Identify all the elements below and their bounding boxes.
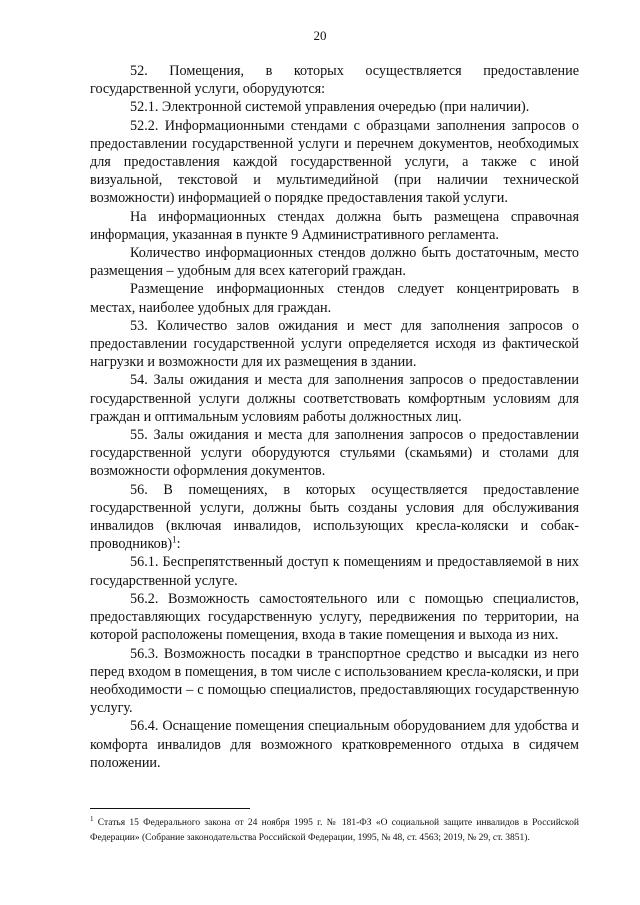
paragraph-53: 53. Количество залов ожидания и мест для заполнения запросов о предоставлении государственной услуги определяется исходя из фактической нагрузки и возможности для их размещения в здании. — [90, 317, 579, 371]
paragraph-52: 52. Помещения, в которых осуществляется предоставление государственной услуги, оборудуются: — [90, 63, 579, 98]
footnote-text: Статья 15 Федерального закона от 24 ноября 1995 г. № 181-ФЗ «О социальной защите инвалидов в Российской Федерации» (Собрание законодательства Российской Федерации, 1995, № 48, ст. 4563; 2019, № 29, ст. 3851). — [90, 818, 579, 843]
paragraph-56-4: 56.4. Оснащение помещения специальным оборудованием для удобства и комфорта инвалидов для возможного кратковременного отдыха в сидячем положении. — [90, 718, 579, 771]
paragraph-56-text: 56. В помещениях, в которых осуществляется предоставление государственной услуги, должны быть созданы условия для обслуживания инвалидов (включая инвалидов, использующих кресла-коляски и собак-проводников) — [90, 481, 579, 553]
footnote-divider — [90, 808, 250, 809]
paragraph-stands-info: На информационных стендах должна быть размещена справочная информация, указанная в пункте 9 Административного регламента. — [90, 208, 579, 243]
paragraph-56-colon: : — [176, 536, 181, 553]
paragraph-52-2: 52.2. Информационными стендами с образцами заполнения запросов о предоставлении государственной услуги и перечнем документов, необходимых для предоставления каждой государственной услуги, а также с иной визуальной, текстовой и мультимедийной (при наличии технической возможности) информацией о порядке предоставления такой услуги. — [90, 117, 579, 207]
footnote-reference[interactable]: 1 — [172, 534, 177, 545]
paragraph-55: 55. Залы ожидания и места для заполнения запросов о предоставлении государственной услуги оборудуются стульями (скамьями) и столами для возможности оформления документов. — [90, 427, 579, 480]
paragraph-stands-count: Количество информационных стендов должно быть достаточным, место размещения – удобным для всех категорий граждан. — [90, 245, 579, 280]
paragraph-stands-placement: Размещение информационных стендов следует концентрировать в местах, наиболее удобных для граждан. — [90, 281, 579, 316]
paragraph-56-1: 56.1. Беспрепятственный доступ к помещениям и предоставляемой в них государственной услуге. — [90, 554, 579, 589]
paragraph-56-2: 56.2. Возможность самостоятельного или с помощью специалистов, предоставляющих государственную услугу, передвижения по территории, на которой расположены помещения, входа в такие помещения и выхода из них. — [90, 590, 579, 644]
paragraph-54: 54. Залы ожидания и места для заполнения запросов о предоставлении государственной услуги должны соответствовать комфортным условиям для граждан и оптимальным условиям работы должностных лиц. — [90, 372, 579, 425]
paragraph-56-3: 56.3. Возможность посадки в транспортное средство и высадки из него перед входом в помещения, в том числе с использованием кресла-коляски, и при необходимости – с помощью специалистов, предоставляющих государственную услугу. — [90, 645, 579, 717]
footnote-marker: 1 — [90, 814, 94, 823]
footnote — [90, 816, 579, 845]
paragraph-56 — [90, 481, 579, 554]
document-body — [90, 62, 579, 772]
page-number: 20 — [313, 28, 327, 43]
paragraph-52-1: 52.1. Электронной системой управления очередью (при наличии). — [130, 99, 530, 116]
